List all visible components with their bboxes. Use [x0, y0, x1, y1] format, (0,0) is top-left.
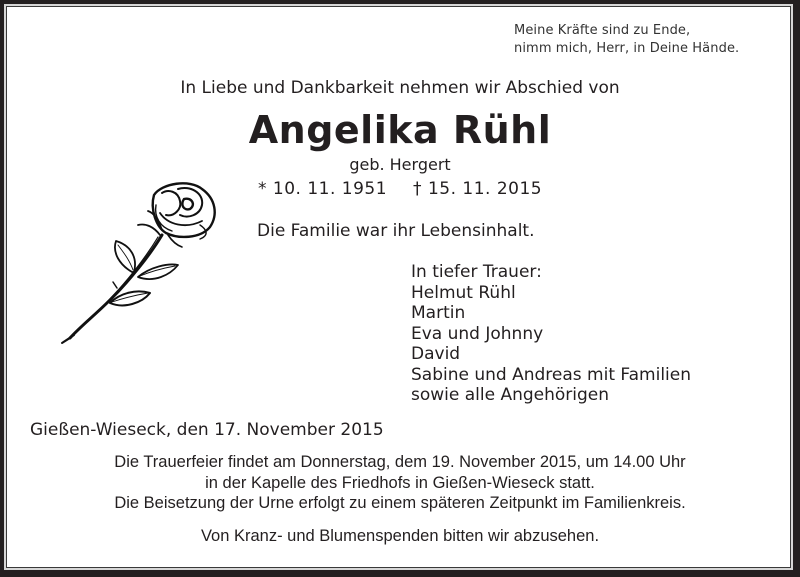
mourners-list: [411, 262, 691, 406]
place-and-date: Gießen-Wieseck, den 17. November 2015: [30, 420, 384, 440]
mourner-name: Eva und Johnny: [411, 323, 544, 344]
service-info: [0, 452, 800, 514]
intro-text: In Liebe und Dankbarkeit nehmen wir Abschied von: [180, 78, 620, 98]
motto-verse: [514, 22, 739, 58]
motto-line: nimm mich, Herr, in Deine Hände.: [514, 41, 740, 56]
maiden-name: geb. Hergert: [349, 155, 451, 174]
mourner-name: Sabine und Andreas mit Familien: [411, 364, 692, 385]
service-info-line: Die Trauerfeier findet am Donnerstag, dem 19. November 2015, um 14.00 Uhr: [114, 453, 686, 471]
rose-icon: [50, 175, 240, 345]
motto-line: Meine Kräfte sind zu Ende,: [514, 23, 691, 38]
mourners-heading: In tiefer Trauer:: [411, 262, 542, 282]
mourner-name: Helmut Rühl: [411, 282, 516, 303]
death-date: † 15. 11. 2015: [413, 179, 543, 199]
mourner-name: Martin: [411, 303, 466, 323]
service-info-line: Die Beisetzung der Urne erfolgt zu einem späteren Zeitpunkt im Familienkreis.: [114, 494, 686, 512]
flower-request: Von Kranz- und Blumenspenden bitten wir abzusehen.: [200, 527, 600, 545]
mourner-name: sowie alle Angehörigen: [411, 385, 610, 405]
tribute-text: Die Familie war ihr Lebensinhalt.: [257, 221, 535, 241]
deceased-name: Angelika Rühl: [248, 108, 552, 152]
birth-date: * 10. 11. 1951: [258, 179, 388, 199]
mourner-name: David: [411, 344, 461, 364]
service-info-line: in der Kapelle des Friedhofs in Gießen-Wieseck statt.: [205, 473, 595, 492]
life-dates: [258, 179, 542, 199]
